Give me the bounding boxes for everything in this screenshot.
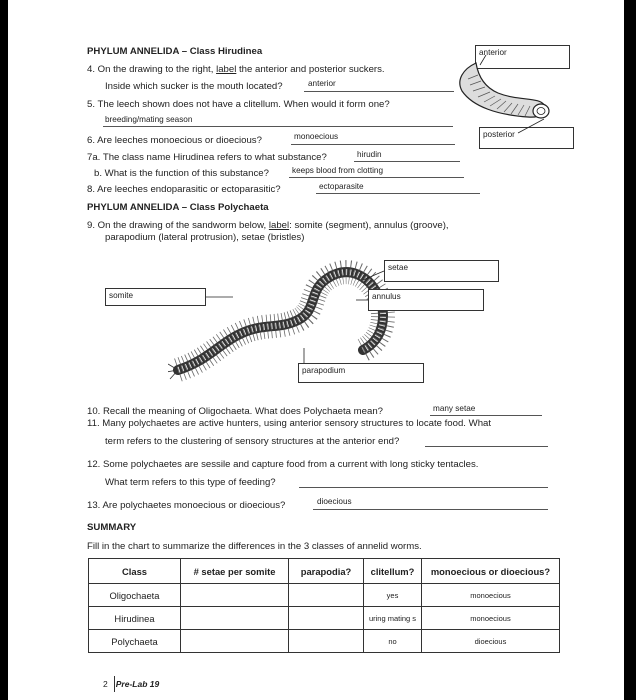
footer-divider	[114, 676, 115, 692]
label-box-somite: somite	[105, 288, 206, 306]
answer-10: many setae	[433, 404, 476, 413]
answer-5: breeding/mating season	[105, 115, 193, 124]
answer-7b: keeps blood from clotting	[292, 166, 384, 175]
answer-4: anterior	[308, 79, 336, 88]
label-box-annulus: annulus	[368, 289, 484, 311]
question-12: 12. Some polychaetes are sessile and capture food from a current with long sticky tentacles.	[87, 459, 479, 470]
question-13: 13. Are polychaetes monoecious or dioecious?	[87, 500, 286, 511]
header-sexuality: monoecious or dioecious?	[422, 559, 560, 584]
worksheet-page	[8, 0, 624, 700]
cell-sexuality: monoecious	[422, 584, 560, 607]
question-4: 4. On the drawing to the right, label the anterior and posterior suckers.	[87, 64, 385, 75]
header-class: Class	[89, 559, 181, 584]
cell-parapodia	[289, 630, 364, 653]
question-5: 5. The leech shown does not have a clitellum. When would it form one?	[87, 99, 390, 110]
label-box-posterior: posterior	[479, 127, 574, 149]
header-parapodia: parapodia?	[289, 559, 364, 584]
footer-label: Pre-Lab 19	[115, 679, 160, 689]
question-8: 8. Are leeches endoparasitic or ectoparasitic?	[87, 184, 281, 195]
cell-clitellum: yes	[364, 584, 422, 607]
table-row	[89, 584, 560, 607]
answer-13: dioecious	[317, 497, 352, 506]
answer-line	[425, 446, 548, 447]
section-heading-polychaeta: PHYLUM ANNELIDA – Class Polychaeta	[87, 202, 269, 213]
question-11-line2: term refers to the clustering of sensory structures at the anterior end?	[105, 436, 400, 447]
cell-sexuality: monoecious	[422, 607, 560, 630]
answer-7a: hirudin	[357, 150, 382, 159]
summary-instructions: Fill in the chart to summarize the differences in the 3 classes of annelid worms.	[87, 541, 422, 552]
cell-setae	[181, 584, 289, 607]
cell-class: Hirudinea	[89, 607, 181, 630]
answer-line	[313, 509, 548, 510]
page-number: 2	[103, 679, 108, 689]
label-box-parapodium: parapodium	[298, 363, 424, 383]
summary-table	[88, 558, 560, 653]
answer-line	[299, 487, 548, 488]
cell-setae	[181, 607, 289, 630]
table-header-row	[89, 559, 560, 584]
cell-parapodia	[289, 607, 364, 630]
section-heading-hirudinea: PHYLUM ANNELIDA – Class Hirudinea	[87, 46, 263, 57]
cell-setae	[181, 630, 289, 653]
label-box-anterior: anterior	[475, 45, 570, 69]
cell-class: Polychaeta	[89, 630, 181, 653]
question-7b: b. What is the function of this substance?	[94, 168, 269, 179]
question-10: 10. Recall the meaning of Oligochaeta. What does Polychaeta mean?	[87, 406, 383, 417]
question-11: 11. Many polychaetes are active hunters, using anterior sensory structures to locate food. What	[87, 418, 492, 429]
summary-heading: SUMMARY	[87, 522, 137, 533]
cell-clitellum: no	[364, 630, 422, 653]
answer-6: monoecious	[294, 132, 339, 141]
question-7a: 7a. The class name Hirudinea refers to what substance?	[87, 152, 327, 163]
page-footer	[103, 679, 159, 689]
question-9-line2: parapodium (lateral protrusion), setae (bristles)	[105, 232, 305, 243]
question-12-line2: What term refers to this type of feeding?	[105, 477, 276, 488]
cell-sexuality: dioecious	[422, 630, 560, 653]
question-6: 6. Are leeches monoecious or dioecious?	[87, 135, 262, 146]
cell-clitellum: uring mating s	[364, 607, 422, 630]
cell-parapodia	[289, 584, 364, 607]
label-box-setae: setae	[384, 260, 499, 282]
answer-8: ectoparasite	[319, 182, 364, 191]
cell-class: Oligochaeta	[89, 584, 181, 607]
header-clitellum: clitellum?	[364, 559, 422, 584]
question-4-line2: Inside which sucker is the mouth located?	[105, 81, 283, 92]
question-9: 9. On the drawing of the sandworm below, label: somite (segment), annulus (groove),	[87, 220, 449, 231]
table-row	[89, 607, 560, 630]
header-setae: # setae per somite	[181, 559, 289, 584]
table-row	[89, 630, 560, 653]
answer-line	[430, 415, 542, 416]
